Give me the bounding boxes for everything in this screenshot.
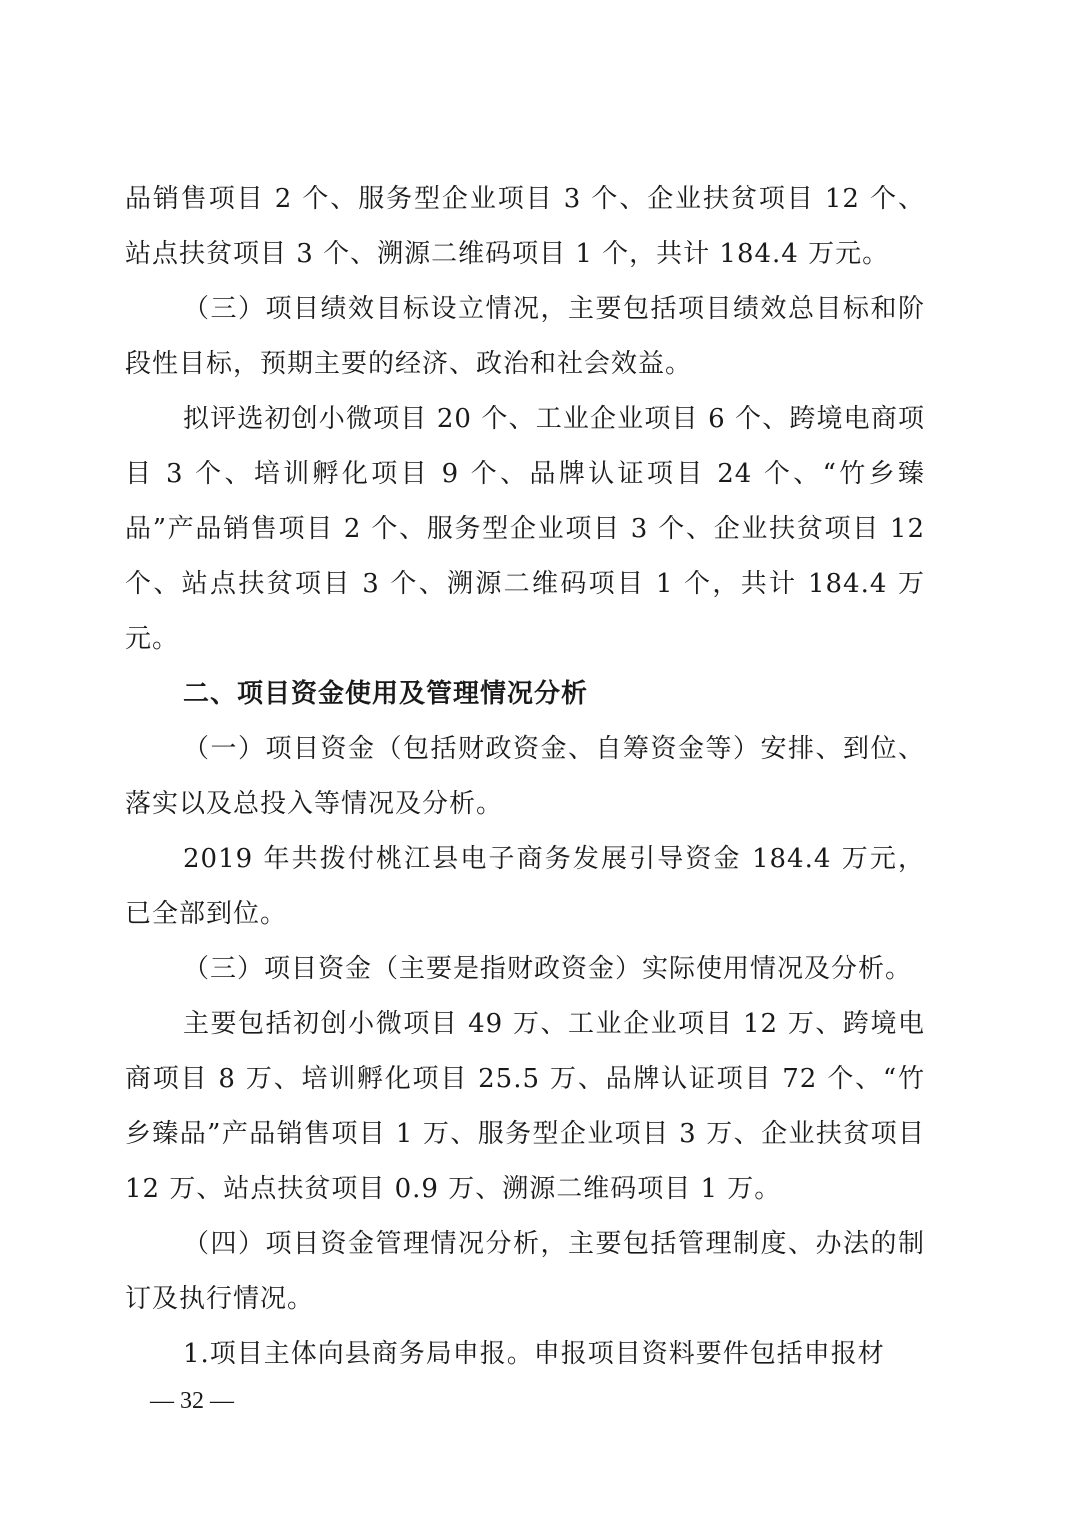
document-body [125, 172, 925, 1382]
paragraph: 2019 年共拨付桃江县电子商务发展引导资金 184.4 万元，已全部到位。 [125, 844, 925, 929]
paragraph: （四）项目资金管理情况分析，主要包括管理制度、办法的制订及执行情况。 [125, 1229, 925, 1314]
section-heading: 二、项目资金使用及管理情况分析 [183, 679, 589, 709]
paragraph: 1.项目主体向县商务局申报。申报项目资料要件包括申报材 [183, 1339, 885, 1369]
paragraph: 主要包括初创小微项目 49 万、工业企业项目 12 万、跨境电商项目 8 万、培训孵化项目 25.5 万、品牌认证项目 72 个、“竹乡臻品”产品销售项目 1 万、服务型企业项目 3 万、企业扶贫项目 12 万、站点扶贫项目 0.9 万、溯源二维码项目 1 万。 [125, 1009, 925, 1204]
page-number: — 32 — [150, 1388, 234, 1414]
paragraph: （三）项目资金（主要是指财政资金）实际使用情况及分析。 [183, 954, 913, 984]
paragraph: （三）项目绩效目标设立情况，主要包括项目绩效总目标和阶段性目标，预期主要的经济、政治和社会效益。 [125, 294, 925, 379]
paragraph: 拟评选初创小微项目 20 个、工业企业项目 6 个、跨境电商项目 3 个、培训孵化项目 9 个、品牌认证项目 24 个、“竹乡臻品”产品销售项目 2 个、服务型企业项目 3 个、企业扶贫项目 12 个、站点扶贫项目 3 个、溯源二维码项目 1 个，共计 184.4 万元。 [125, 404, 925, 654]
paragraph: （一）项目资金（包括财政资金、自筹资金等）安排、到位、落实以及总投入等情况及分析。 [125, 734, 925, 819]
paragraph: 品销售项目 2 个、服务型企业项目 3 个、企业扶贫项目 12 个、站点扶贫项目 3 个、溯源二维码项目 1 个，共计 184.4 万元。 [125, 184, 925, 269]
